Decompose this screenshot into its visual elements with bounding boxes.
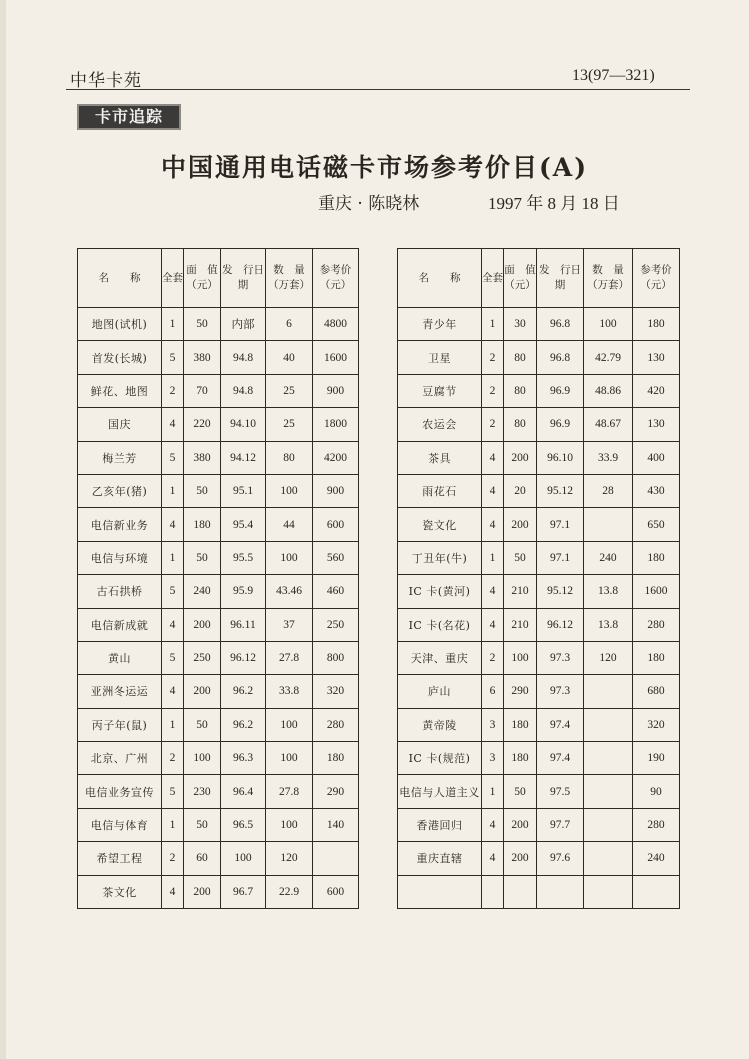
cell-quantity: 27.8 xyxy=(266,775,313,808)
cell-face-value: 200 xyxy=(184,875,221,908)
cell-name: 古石拱桥 xyxy=(78,575,162,608)
cell-face-value: 200 xyxy=(504,441,537,474)
author-byline: 重庆 · 陈晓林 xyxy=(318,194,420,214)
cell-face-value: 80 xyxy=(504,341,537,374)
cell-face-value: 70 xyxy=(184,374,221,407)
table-row xyxy=(78,608,359,641)
table-row xyxy=(78,875,359,908)
cell-set: 1 xyxy=(482,775,504,808)
cell-name: 国庆 xyxy=(78,408,162,441)
cell-reference-price: 290 xyxy=(313,775,359,808)
cell-reference-price: 900 xyxy=(313,374,359,407)
cell-quantity: 13.8 xyxy=(584,608,633,641)
cell-reference-price: 1800 xyxy=(313,408,359,441)
cell-name: 雨花石 xyxy=(398,474,482,507)
table-header-row xyxy=(398,249,680,308)
col-name-header: 名 称 xyxy=(78,249,162,308)
cell-quantity: 27.8 xyxy=(266,641,313,674)
cell-quantity: 100 xyxy=(266,474,313,507)
cell-issue-date: 95.5 xyxy=(221,541,266,574)
cell-issue-date: 97.3 xyxy=(537,675,584,708)
cell-set: 4 xyxy=(162,675,184,708)
cell-face-value: 50 xyxy=(184,541,221,574)
table-row xyxy=(398,742,680,775)
table-row xyxy=(398,641,680,674)
cell-quantity: 100 xyxy=(266,808,313,841)
cell-quantity: 25 xyxy=(266,374,313,407)
cell-quantity: 80 xyxy=(266,441,313,474)
table-row xyxy=(78,308,359,341)
cell-set: 1 xyxy=(162,474,184,507)
cell-name: 希望工程 xyxy=(78,842,162,875)
cell-set: 4 xyxy=(162,608,184,641)
cell-name: IC 卡(名花) xyxy=(398,608,482,641)
table-row xyxy=(398,508,680,541)
col-price-header: 参考价（元） xyxy=(633,249,680,308)
table-row xyxy=(398,341,680,374)
cell-set: 2 xyxy=(162,374,184,407)
cell-quantity: 48.86 xyxy=(584,374,633,407)
cell-set: 1 xyxy=(482,308,504,341)
cell-name: 丙子年(鼠) xyxy=(78,708,162,741)
cell-name: 电信与体育 xyxy=(78,808,162,841)
cell-name: 青少年 xyxy=(398,308,482,341)
cell-face-value: 200 xyxy=(184,608,221,641)
cell-face-value: 180 xyxy=(504,742,537,775)
cell-set: 5 xyxy=(162,341,184,374)
cell-issue-date: 97.5 xyxy=(537,775,584,808)
cell-reference-price: 1600 xyxy=(633,575,680,608)
cell-issue-date: 96.8 xyxy=(537,341,584,374)
cell-set: 5 xyxy=(162,641,184,674)
table-row xyxy=(398,875,680,908)
cell-issue-date: 97.7 xyxy=(537,808,584,841)
price-table-right xyxy=(397,248,680,909)
table-row xyxy=(78,441,359,474)
cell-face-value: 380 xyxy=(184,341,221,374)
cell-reference-price: 90 xyxy=(633,775,680,808)
cell-face-value: 220 xyxy=(184,408,221,441)
cell-issue-date: 97.1 xyxy=(537,508,584,541)
cell-reference-price: 250 xyxy=(313,608,359,641)
cell-issue-date: 96.7 xyxy=(221,875,266,908)
cell-reference-price: 4800 xyxy=(313,308,359,341)
cell-issue-date: 95.1 xyxy=(221,474,266,507)
cell-quantity xyxy=(584,842,633,875)
cell-name: 亚洲冬运运 xyxy=(78,675,162,708)
cell-name: 天津、重庆 xyxy=(398,641,482,674)
cell-issue-date: 96.8 xyxy=(537,308,584,341)
cell-name: 电信与人道主义 xyxy=(398,775,482,808)
cell-face-value: 50 xyxy=(184,474,221,507)
cell-reference-price: 800 xyxy=(313,641,359,674)
cell-name: 乙亥年(猪) xyxy=(78,474,162,507)
cell-name: 电信与环境 xyxy=(78,541,162,574)
table-row xyxy=(78,775,359,808)
cell-quantity: 100 xyxy=(266,708,313,741)
cell-issue-date: 96.11 xyxy=(221,608,266,641)
table-row xyxy=(398,608,680,641)
table-row xyxy=(78,474,359,507)
cell-set: 3 xyxy=(482,742,504,775)
cell-reference-price: 280 xyxy=(313,708,359,741)
cell-reference-price: 650 xyxy=(633,508,680,541)
cell-set: 3 xyxy=(482,708,504,741)
cell-reference-price: 560 xyxy=(313,541,359,574)
cell-name: 电信新成就 xyxy=(78,608,162,641)
table-row xyxy=(398,441,680,474)
cell-quantity: 44 xyxy=(266,508,313,541)
cell-face-value: 20 xyxy=(504,474,537,507)
table-row xyxy=(398,842,680,875)
cell-quantity: 120 xyxy=(584,641,633,674)
cell-face-value xyxy=(504,875,537,908)
cell-issue-date: 97.1 xyxy=(537,541,584,574)
cell-quantity xyxy=(584,675,633,708)
cell-quantity: 33.8 xyxy=(266,675,313,708)
page-title: 中国通用电话磁卡市场参考价目(A) xyxy=(160,153,589,182)
cell-face-value: 290 xyxy=(504,675,537,708)
table-row xyxy=(398,775,680,808)
table-row xyxy=(398,575,680,608)
cell-quantity: 48.67 xyxy=(584,408,633,441)
cell-name: 地图(试机) xyxy=(78,308,162,341)
table-row xyxy=(398,541,680,574)
cell-quantity xyxy=(584,775,633,808)
cell-quantity: 37 xyxy=(266,608,313,641)
cell-name: 重庆直辖 xyxy=(398,842,482,875)
cell-reference-price: 180 xyxy=(633,308,680,341)
table-row xyxy=(78,508,359,541)
cell-reference-price: 4200 xyxy=(313,441,359,474)
cell-name: 黄山 xyxy=(78,641,162,674)
cell-quantity: 43.46 xyxy=(266,575,313,608)
cell-issue-date: 96.2 xyxy=(221,675,266,708)
col-issue-header: 发 行日 期 xyxy=(537,249,584,308)
cell-name xyxy=(398,875,482,908)
cell-issue-date: 96.9 xyxy=(537,408,584,441)
cell-reference-price: 900 xyxy=(313,474,359,507)
cell-issue-date: 94.12 xyxy=(221,441,266,474)
cell-set: 5 xyxy=(162,775,184,808)
cell-name: 电信业务宣传 xyxy=(78,775,162,808)
table-row xyxy=(398,808,680,841)
cell-issue-date: 内部 xyxy=(221,308,266,341)
cell-quantity: 13.8 xyxy=(584,575,633,608)
cell-issue-date: 95.9 xyxy=(221,575,266,608)
table-header-row xyxy=(78,249,359,308)
cell-reference-price: 180 xyxy=(633,541,680,574)
cell-issue-date xyxy=(537,875,584,908)
table-row xyxy=(78,408,359,441)
cell-set xyxy=(482,875,504,908)
cell-quantity: 240 xyxy=(584,541,633,574)
cell-name: 瓷文化 xyxy=(398,508,482,541)
cell-reference-price: 320 xyxy=(313,675,359,708)
cell-face-value: 180 xyxy=(504,708,537,741)
table-row xyxy=(78,808,359,841)
cell-face-value: 230 xyxy=(184,775,221,808)
col-qty-header: 数 量（万套） xyxy=(584,249,633,308)
cell-quantity: 22.9 xyxy=(266,875,313,908)
cell-reference-price: 190 xyxy=(633,742,680,775)
cell-set: 4 xyxy=(482,575,504,608)
table-row xyxy=(78,341,359,374)
cell-quantity: 120 xyxy=(266,842,313,875)
cell-set: 1 xyxy=(162,308,184,341)
cell-set: 4 xyxy=(162,508,184,541)
cell-set: 2 xyxy=(482,408,504,441)
cell-name: 卫星 xyxy=(398,341,482,374)
col-set-header: 全套 xyxy=(162,249,184,308)
table-row xyxy=(78,675,359,708)
header-rule xyxy=(66,89,690,90)
cell-name: 鲜花、地图 xyxy=(78,374,162,407)
cell-reference-price: 140 xyxy=(313,808,359,841)
left-table-body xyxy=(78,308,359,909)
cell-reference-price xyxy=(313,842,359,875)
table-row xyxy=(78,541,359,574)
cell-reference-price: 680 xyxy=(633,675,680,708)
cell-name: IC 卡(黄河) xyxy=(398,575,482,608)
table-row xyxy=(78,575,359,608)
section-tag: 卡市追踪 xyxy=(77,104,181,130)
table-row xyxy=(78,374,359,407)
cell-face-value: 100 xyxy=(184,742,221,775)
cell-issue-date: 96.4 xyxy=(221,775,266,808)
cell-issue-date: 97.6 xyxy=(537,842,584,875)
magazine-name: 中华卡苑 xyxy=(70,71,142,91)
cell-face-value: 380 xyxy=(184,441,221,474)
cell-reference-price: 240 xyxy=(633,842,680,875)
cell-set: 2 xyxy=(482,641,504,674)
cell-quantity: 40 xyxy=(266,341,313,374)
cell-issue-date: 96.12 xyxy=(221,641,266,674)
cell-issue-date: 95.12 xyxy=(537,474,584,507)
cell-quantity: 100 xyxy=(584,308,633,341)
cell-face-value: 240 xyxy=(184,575,221,608)
cell-face-value: 80 xyxy=(504,374,537,407)
cell-reference-price: 180 xyxy=(633,641,680,674)
cell-issue-date: 100 xyxy=(221,842,266,875)
cell-reference-price: 420 xyxy=(633,374,680,407)
cell-quantity: 33.9 xyxy=(584,441,633,474)
cell-face-value: 210 xyxy=(504,608,537,641)
cell-set: 1 xyxy=(482,541,504,574)
cell-quantity: 28 xyxy=(584,474,633,507)
cell-set: 1 xyxy=(162,808,184,841)
cell-face-value: 80 xyxy=(504,408,537,441)
cell-face-value: 200 xyxy=(504,508,537,541)
cell-name: 庐山 xyxy=(398,675,482,708)
right-table-body xyxy=(398,308,680,909)
cell-name: 茶文化 xyxy=(78,875,162,908)
cell-issue-date: 96.10 xyxy=(537,441,584,474)
cell-set: 4 xyxy=(482,474,504,507)
cell-name: 农运会 xyxy=(398,408,482,441)
cell-issue-date: 95.12 xyxy=(537,575,584,608)
cell-reference-price: 180 xyxy=(313,742,359,775)
cell-set: 2 xyxy=(482,341,504,374)
cell-face-value: 50 xyxy=(184,708,221,741)
cell-face-value: 50 xyxy=(184,308,221,341)
cell-name: 丁丑年(牛) xyxy=(398,541,482,574)
cell-face-value: 30 xyxy=(504,308,537,341)
cell-name: 首发(长城) xyxy=(78,341,162,374)
cell-reference-price: 1600 xyxy=(313,341,359,374)
cell-name: 梅兰芳 xyxy=(78,441,162,474)
cell-set: 5 xyxy=(162,575,184,608)
cell-set: 4 xyxy=(482,842,504,875)
cell-set: 4 xyxy=(162,408,184,441)
cell-face-value: 210 xyxy=(504,575,537,608)
cell-issue-date: 95.4 xyxy=(221,508,266,541)
cell-quantity: 100 xyxy=(266,742,313,775)
cell-issue-date: 96.2 xyxy=(221,708,266,741)
table-row xyxy=(398,474,680,507)
cell-quantity: 42.79 xyxy=(584,341,633,374)
cell-set: 1 xyxy=(162,708,184,741)
issue-number: 13(97—321) xyxy=(572,67,655,84)
table-row xyxy=(78,641,359,674)
table-row xyxy=(78,842,359,875)
cell-name: 电信新业务 xyxy=(78,508,162,541)
cell-name: 豆腐节 xyxy=(398,374,482,407)
cell-set: 6 xyxy=(482,675,504,708)
cell-issue-date: 96.3 xyxy=(221,742,266,775)
cell-issue-date: 97.4 xyxy=(537,742,584,775)
col-price-header: 参考价（元） xyxy=(313,249,359,308)
cell-set: 1 xyxy=(162,541,184,574)
cell-issue-date: 97.4 xyxy=(537,708,584,741)
price-table-left xyxy=(77,248,359,909)
cell-set: 2 xyxy=(482,374,504,407)
cell-reference-price: 280 xyxy=(633,808,680,841)
cell-face-value: 50 xyxy=(504,541,537,574)
cell-reference-price: 600 xyxy=(313,875,359,908)
cell-set: 5 xyxy=(162,441,184,474)
table-row xyxy=(398,708,680,741)
cell-issue-date: 97.3 xyxy=(537,641,584,674)
col-face-header: 面 值（元） xyxy=(184,249,221,308)
cell-quantity xyxy=(584,508,633,541)
cell-issue-date: 96.9 xyxy=(537,374,584,407)
cell-name: 北京、广州 xyxy=(78,742,162,775)
publish-date: 1997 年 8 月 18 日 xyxy=(488,194,620,213)
cell-quantity xyxy=(584,742,633,775)
cell-set: 2 xyxy=(162,742,184,775)
cell-quantity: 25 xyxy=(266,408,313,441)
cell-quantity: 100 xyxy=(266,541,313,574)
cell-issue-date: 94.8 xyxy=(221,374,266,407)
cell-quantity: 6 xyxy=(266,308,313,341)
cell-quantity xyxy=(584,808,633,841)
cell-face-value: 50 xyxy=(504,775,537,808)
cell-quantity xyxy=(584,875,633,908)
table-row xyxy=(78,742,359,775)
cell-name: IC 卡(规范) xyxy=(398,742,482,775)
cell-reference-price: 130 xyxy=(633,341,680,374)
cell-name: 茶具 xyxy=(398,441,482,474)
cell-set: 2 xyxy=(162,842,184,875)
col-face-header: 面 值（元） xyxy=(504,249,537,308)
cell-set: 4 xyxy=(162,875,184,908)
cell-issue-date: 94.8 xyxy=(221,341,266,374)
cell-face-value: 100 xyxy=(504,641,537,674)
cell-issue-date: 94.10 xyxy=(221,408,266,441)
table-row xyxy=(398,675,680,708)
cell-face-value: 250 xyxy=(184,641,221,674)
cell-set: 4 xyxy=(482,441,504,474)
cell-issue-date: 96.12 xyxy=(537,608,584,641)
cell-face-value: 60 xyxy=(184,842,221,875)
cell-set: 4 xyxy=(482,808,504,841)
cell-reference-price: 130 xyxy=(633,408,680,441)
cell-reference-price: 280 xyxy=(633,608,680,641)
cell-face-value: 200 xyxy=(184,675,221,708)
col-qty-header: 数 量（万套） xyxy=(266,249,313,308)
cell-reference-price: 460 xyxy=(313,575,359,608)
cell-set: 4 xyxy=(482,508,504,541)
cell-face-value: 50 xyxy=(184,808,221,841)
cell-issue-date: 96.5 xyxy=(221,808,266,841)
cell-face-value: 180 xyxy=(184,508,221,541)
cell-reference-price: 600 xyxy=(313,508,359,541)
cell-reference-price: 320 xyxy=(633,708,680,741)
col-set-header: 全套 xyxy=(482,249,504,308)
col-issue-header: 发 行日 期 xyxy=(221,249,266,308)
cell-face-value: 200 xyxy=(504,842,537,875)
cell-reference-price: 430 xyxy=(633,474,680,507)
cell-quantity xyxy=(584,708,633,741)
cell-name: 黄帝陵 xyxy=(398,708,482,741)
table-row xyxy=(78,708,359,741)
cell-reference-price: 400 xyxy=(633,441,680,474)
cell-face-value: 200 xyxy=(504,808,537,841)
table-row xyxy=(398,408,680,441)
col-name-header: 名 称 xyxy=(398,249,482,308)
cell-name: 香港回归 xyxy=(398,808,482,841)
cell-set: 4 xyxy=(482,608,504,641)
table-row xyxy=(398,308,680,341)
cell-reference-price xyxy=(633,875,680,908)
table-row xyxy=(398,374,680,407)
